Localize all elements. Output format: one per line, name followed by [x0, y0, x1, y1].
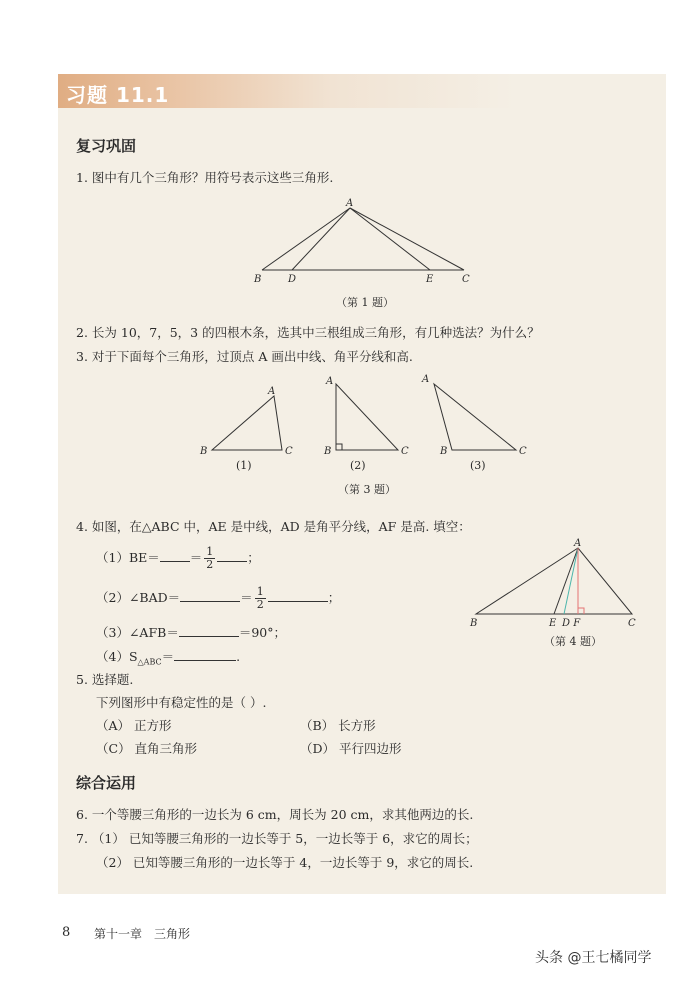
q4-1-fraction: $\frac{1}{2}$	[206, 545, 214, 571]
q4-4-end: .	[236, 649, 241, 664]
option-a: （A） 正方形	[96, 718, 172, 733]
fig3-3-label-b: B	[440, 446, 448, 457]
fig4-label-a: A	[574, 538, 582, 549]
q4-3-prefix: （3）∠AFB＝	[96, 625, 179, 640]
option-c: （C） 直角三角形	[96, 741, 198, 756]
fig4-label-b: B	[470, 618, 478, 629]
watermark: 头条 @王七橘同学	[535, 950, 652, 966]
question-4: 4. 如图，在△ABC 中，AE 是中线，AD 是角平分线，AF 是高. 填空：	[76, 519, 471, 534]
question-4-4	[96, 647, 240, 667]
question-5-stem: 下列图形中有稳定性的是（ ）.	[96, 695, 267, 710]
q4-2-blank-b[interactable]	[268, 589, 328, 602]
q4-1-blank-a[interactable]	[160, 549, 190, 562]
question-2: 2. 长为 10，7，5，3 的四根木条，选其中三根组成三角形，有几种选法？为什么？	[76, 325, 540, 340]
question-4-3	[96, 623, 286, 641]
option-d: （D） 平行四边形	[300, 741, 402, 756]
question-3: 3. 对于下面每个三角形，过顶点 A 画出中线、角平分线和高.	[76, 349, 413, 364]
fig3-2-label-a: A	[326, 376, 334, 387]
chapter-title: 第十一章 三角形	[94, 927, 191, 941]
fig3-3-label-c: C	[519, 446, 527, 457]
figure-1	[250, 196, 480, 288]
section-review: 复习巩固	[76, 137, 137, 155]
q4-4-blank[interactable]	[174, 648, 236, 661]
q4-2-blank-a[interactable]	[180, 589, 240, 602]
figure-3-2-label: (2)	[350, 459, 366, 472]
question-4-1	[96, 546, 260, 571]
figure-3-2	[322, 374, 422, 458]
section-application: 综合运用	[76, 774, 137, 792]
q4-2-end: ；	[327, 590, 341, 605]
fig1-label-d: D	[288, 274, 297, 285]
q4-1-eq: ＝	[189, 550, 203, 565]
q4-4-eq: ＝	[161, 649, 175, 664]
fig3-3-label-a: A	[422, 374, 430, 385]
exercise-title: 习题 11.1	[66, 83, 170, 107]
q4-3-blank[interactable]	[179, 624, 239, 637]
fig4-label-c: C	[628, 618, 636, 629]
fig4-label-e: E	[549, 618, 557, 629]
q4-1-prefix: （1）BE＝	[96, 550, 160, 565]
fig3-2-label-b: B	[324, 446, 332, 457]
figure-3-caption: （第 3 题）	[338, 483, 396, 496]
q4-2-eq: ＝	[240, 590, 253, 605]
option-b: （B） 长方形	[300, 718, 376, 733]
fig1-label-b: B	[254, 274, 262, 285]
figure-1-caption: （第 1 题）	[336, 296, 394, 309]
fig1-label-a: A	[346, 198, 354, 209]
fig1-label-c: C	[462, 274, 470, 285]
figure-3-3	[420, 370, 530, 458]
fig3-1-label-c: C	[285, 446, 293, 457]
figure-3-1-label: (1)	[236, 459, 252, 472]
q4-2-prefix: （2）∠BAD＝	[96, 590, 181, 605]
fig1-label-e: E	[426, 274, 434, 285]
q4-2-fraction: $\frac{1}{2}$	[256, 585, 264, 611]
fig4-label-df: D F	[562, 618, 581, 629]
question-7-1: 7. （1） 已知等腰三角形的一边长等于 5，一边长等于 6，求它的周长；	[76, 831, 478, 846]
question-7-2: （2） 已知等腰三角形的一边长等于 4，一边长等于 9，求它的周长.	[96, 855, 474, 870]
q4-3-end: ＝90°；	[238, 625, 286, 640]
fig3-1-label-b: B	[200, 446, 208, 457]
page-number: 8	[62, 925, 71, 940]
fig3-2-label-c: C	[401, 446, 409, 457]
figure-3-3-label: (3)	[470, 459, 486, 472]
question-1: 1. 图中有几个三角形？用符号表示这些三角形.	[76, 170, 334, 185]
question-6: 6. 一个等腰三角形的一边长为 6 cm，周长为 20 cm，求其他两边的长.	[76, 807, 474, 822]
question-4-2	[96, 586, 340, 611]
figure-4	[466, 536, 644, 632]
q4-1-end: ；	[247, 550, 260, 565]
q4-4-prefix: （4）S	[96, 649, 138, 664]
q4-4-sub: △ABC	[137, 657, 162, 667]
figure-3-1	[198, 384, 298, 458]
fig3-1-label-a: A	[268, 386, 276, 397]
figure-4-caption: （第 4 题）	[544, 635, 602, 648]
q4-1-blank-b[interactable]	[217, 549, 247, 562]
question-5: 5. 选择题.	[76, 672, 134, 687]
